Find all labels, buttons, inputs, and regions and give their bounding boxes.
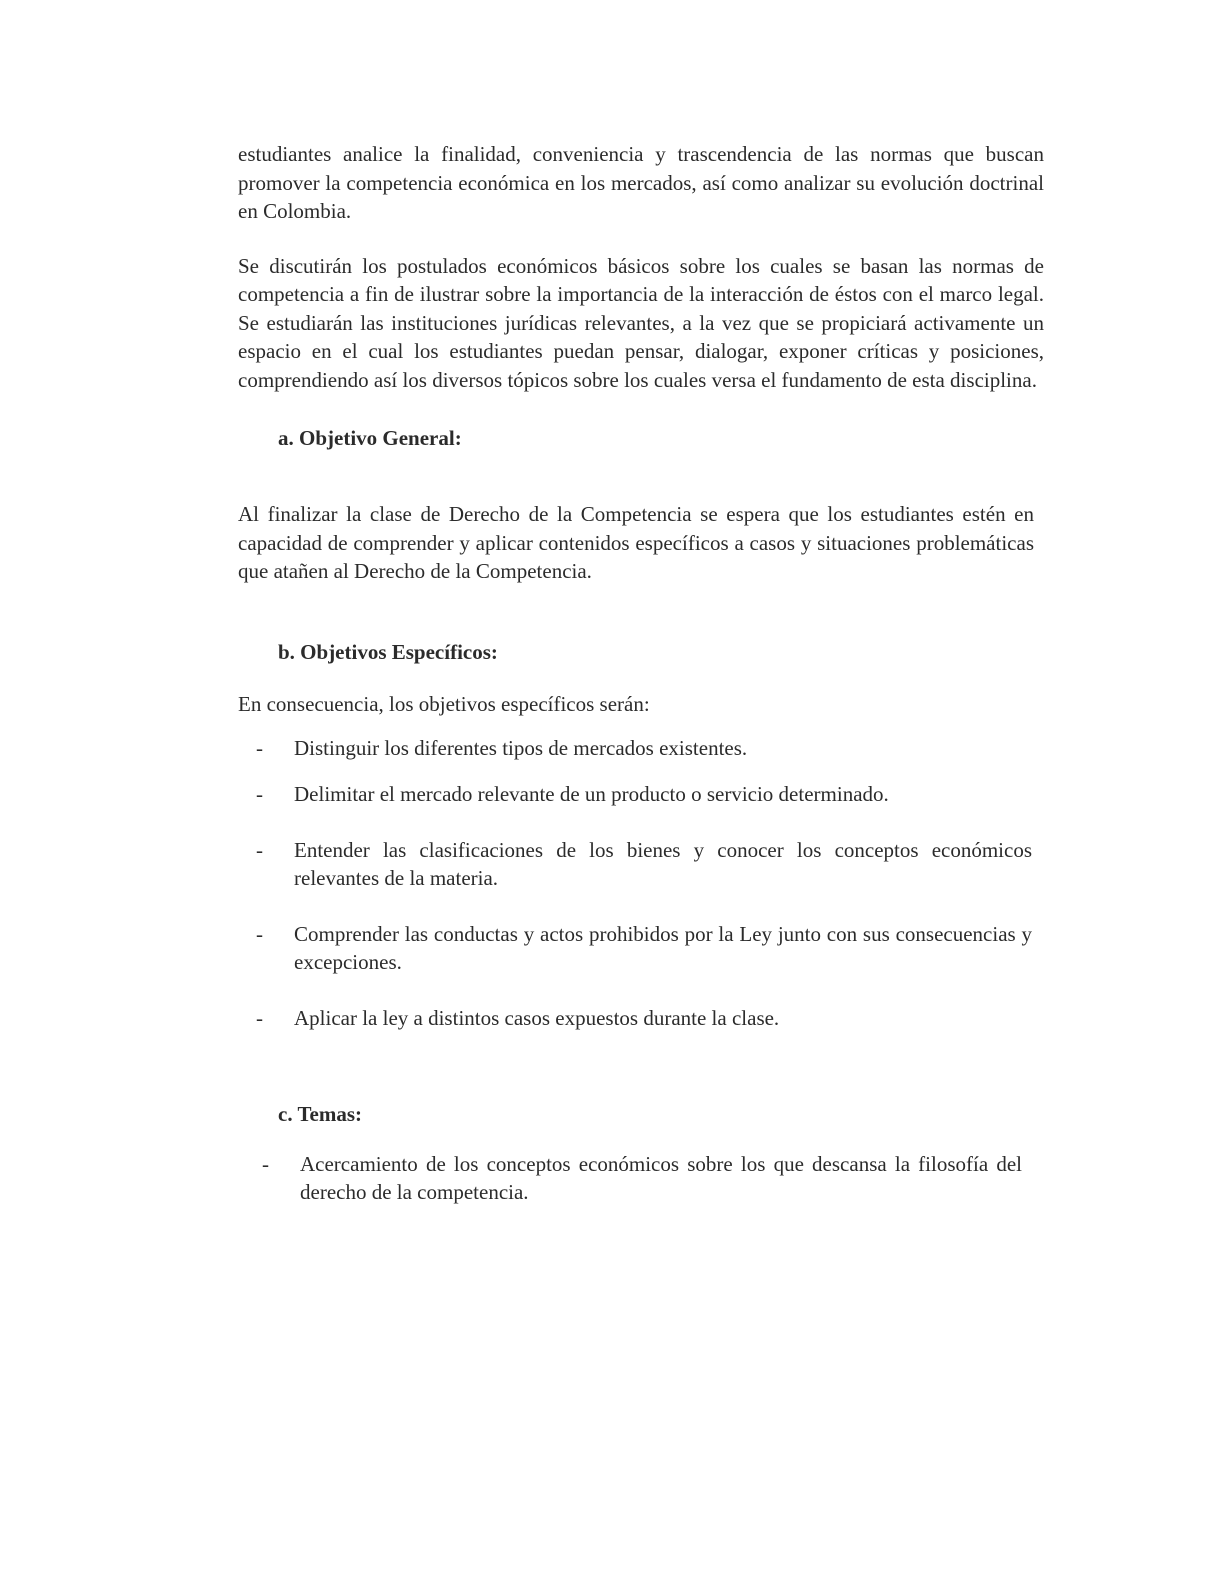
- bullet-marker: -: [262, 1152, 269, 1176]
- bullet-marker: -: [256, 838, 263, 862]
- paragraph-objetivos-intro: En consecuencia, los objetivos específicos serán:: [238, 691, 650, 716]
- list-item-text: Entender las clasificaciones de los bienes y conocer los conceptos económicos relevantes de la materia.: [294, 838, 1032, 890]
- list-item: [238, 836, 1032, 892]
- bullet-marker: -: [256, 736, 263, 760]
- list-item-text: Distinguir los diferentes tipos de mercados existentes.: [294, 736, 748, 760]
- list-item: [238, 1150, 1022, 1206]
- bullet-marker: -: [256, 782, 263, 806]
- paragraph-postulados: Se discutirán los postulados económicos básicos sobre los cuales se basan las normas de competencia a fin de ilustrar sobre la importancia de la interacción de éstos con el marco legal. Se estudiarán las instituciones jurídicas relevantes, a la vez que se propiciará activamente un espacio en el cual los estudiantes puedan pensar, dialogar, exponer críticas y posiciones, comprendiendo así los diversos tópicos sobre los cuales versa el fundamento de esta disciplina.: [238, 253, 1044, 392]
- list-item: [238, 734, 1032, 762]
- heading-objetivo-general: a. Objetivo General:: [278, 426, 462, 450]
- bullet-marker: -: [256, 922, 263, 946]
- list-item: [238, 780, 1032, 808]
- list-item: [238, 1004, 1032, 1032]
- paragraph-intro-continuation: estudiantes analice la finalidad, conveniencia y trascendencia de las normas que buscan promover la competencia económica en los mercados, así como analizar su evolución doctrinal en Colombia.: [238, 142, 1044, 223]
- paragraph-objetivo-general: Al finalizar la clase de Derecho de la Competencia se espera que los estudiantes estén en capacidad de comprender y aplicar contenidos específicos a casos y situaciones problemáticas que atañen al Derecho de la Competencia.: [238, 502, 1034, 583]
- document-page: [238, 140, 1044, 1206]
- heading-objetivos-especificos: b. Objetivos Específicos:: [278, 639, 498, 664]
- list-item: [238, 920, 1032, 976]
- temas-list: [238, 1150, 1044, 1206]
- heading-temas: c. Temas:: [278, 1102, 362, 1126]
- list-item-text: Acercamiento de los conceptos económicos sobre los que descansa la filosofía del derecho de la competencia.: [300, 1152, 1022, 1204]
- list-item-text: Delimitar el mercado relevante de un producto o servicio determinado.: [294, 782, 889, 806]
- list-item-text: Aplicar la ley a distintos casos expuestos durante la clase.: [294, 1006, 780, 1030]
- objetivos-especificos-list: [238, 734, 1044, 1032]
- bullet-marker: -: [256, 1006, 263, 1030]
- list-item-text: Comprender las conductas y actos prohibidos por la Ley junto con sus consecuencias y excepciones.: [294, 922, 1032, 974]
